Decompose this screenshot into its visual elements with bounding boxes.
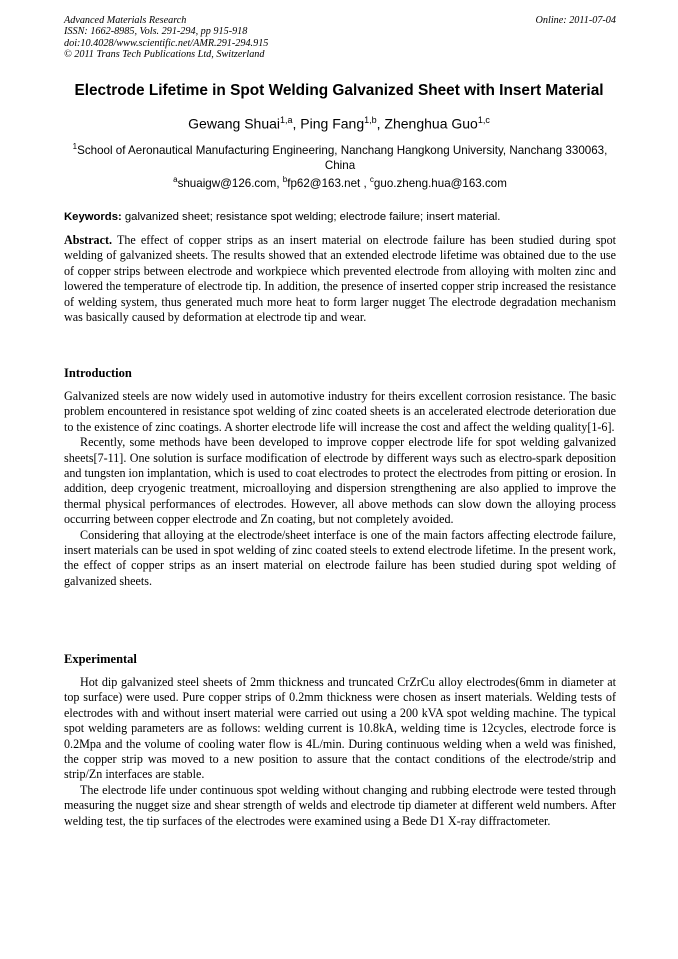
paragraph: Hot dip galvanized steel sheets of 2mm thickness and truncated CrZrCu alloy electrodes(6mm in diameter at top surface) were used. Pure copper strips of 0.2mm thickness were chosen as insert materials. Welding tests of electrodes with and without insert material were carried out using a 200 kVA spot welding machine. The typical spot welding parameters are as follows: welding current is 10.8kA, welding time is 12cycles, electrode force is 0.2Mpa and the volume of cooling water flow is 4L/min. During continuous welding when a weld was finished, the copper strip was moved to a new position to assure that the contact conditions of the electrode/strip and strip/Zn interfaces are stable. — [64, 675, 616, 782]
affiliation-marker: 1 — [72, 142, 78, 151]
author-affil-marker: 1,b — [364, 115, 377, 125]
author-name: Gewang Shuai — [188, 115, 280, 132]
introduction-heading: Introduction — [64, 366, 132, 380]
journal-name: Advanced Materials Research — [64, 15, 187, 26]
email-address[interactable]: fp62@163.net , — [287, 176, 370, 190]
keywords-text: galvanized sheet; resistance spot welding; electrode failure; insert material. — [121, 211, 501, 223]
author-separator: , — [292, 115, 301, 132]
email-marker: b — [282, 175, 288, 184]
keywords-label: Keywords: — [64, 211, 122, 223]
abstract-label: Abstract. — [64, 233, 113, 247]
paper-title: Electrode Lifetime in Spot Welding Galvanized Sheet with Insert Material — [74, 82, 604, 99]
introduction-body — [64, 389, 616, 589]
experimental-heading: Experimental — [64, 652, 137, 666]
paragraph: The electrode life under continuous spot welding without changing and rubbing electrode were tested through measuring the nugget size and shear strength of welds and electrode tip diameter at different weld numbers. After welding test, the tip surfaces of the electrodes were examined using a Bede D1 X-ray diffractometer. — [64, 782, 616, 828]
author-list — [40, 115, 638, 132]
author-separator: , — [376, 115, 385, 132]
abstract-text: The effect of copper strips as an insert material on electrode failure has been studied during spot welding of galvanized sheets. The results showed that an extended electrode lifetime was obtained due to the use of copper strips between electrode and workpiece which prevented electrode from alloying with molten zinc and lowered the temperature of electrode tip. In addition, the presence of inserted copper strip increased the resistance of welding system, thus generated much more heat to form larger nugget The electrode degradation mechanism was basically caused by deformation at electrode tip and wear. — [64, 233, 616, 325]
email-address[interactable]: guo.zheng.hua@163.com — [373, 176, 507, 190]
email-marker: c — [369, 175, 374, 184]
author-affil-marker: 1,a — [280, 115, 293, 125]
online-date: Online: 2011-07-04 — [535, 15, 616, 26]
doi-line[interactable]: doi:10.4028/www.scientific.net/AMR.291-294.915 — [64, 37, 269, 49]
paragraph: Recently, some methods have been developed to improve copper electrode life for spot welding galvanized sheets[7-11]. One solution is surface modification of electrode by different ways such as electro-spark deposition and tungsten ion implantation, which is used to coat electrodes to protect the electrodes from pitting or erosion. In addition, deep cryogenic treatment, microalloying and dispersion strengthening are also applied to improve the thermal physical performances of electrodes. However, all above methods can slow down the alloying process occurring between copper electrode and Zn coating, but not completely avoided. — [64, 435, 616, 527]
copyright-line: © 2011 Trans Tech Publications Ltd, Switzerland — [64, 48, 265, 60]
keywords — [64, 211, 616, 223]
experimental-body — [64, 675, 616, 829]
email-address[interactable]: shuaigw@126.com, — [177, 176, 283, 190]
email-marker: a — [173, 175, 178, 184]
issn-line: ISSN: 1662-8985, Vols. 291-294, pp 915-918 — [64, 26, 248, 38]
affiliation-text: School of Aeronautical Manufacturing Engineering, Nanchang Hangkong University, Nanchang 330063, China — [77, 143, 608, 172]
paragraph: Considering that alloying at the electrode/sheet interface is one of the main factors affecting electrode failure, insert materials can be used in spot welding of zinc coated steels to extend electrode lifetime. In the present work, the effect of copper strips as an insert material on electrode failure has been studied during spot welding of galvanized sheets. — [64, 527, 616, 588]
email-list — [64, 175, 616, 190]
abstract — [64, 233, 616, 325]
author-name: Ping Fang — [300, 115, 365, 132]
author-affil-marker: 1,c — [477, 115, 490, 125]
paragraph: Galvanized steels are now widely used in automotive industry for theirs excellent corrosion resistance. The basic problem encountered in resistance spot welding of zinc coated sheets is an accelerated electrode deterioration due to the existence of zinc coatings. A shorter electrode life will increase the cost and affect the welding quality[1-6]. — [64, 389, 616, 434]
journal-header — [64, 15, 616, 60]
affiliation — [64, 139, 616, 173]
author-name: Zhenghua Guo — [384, 115, 478, 132]
